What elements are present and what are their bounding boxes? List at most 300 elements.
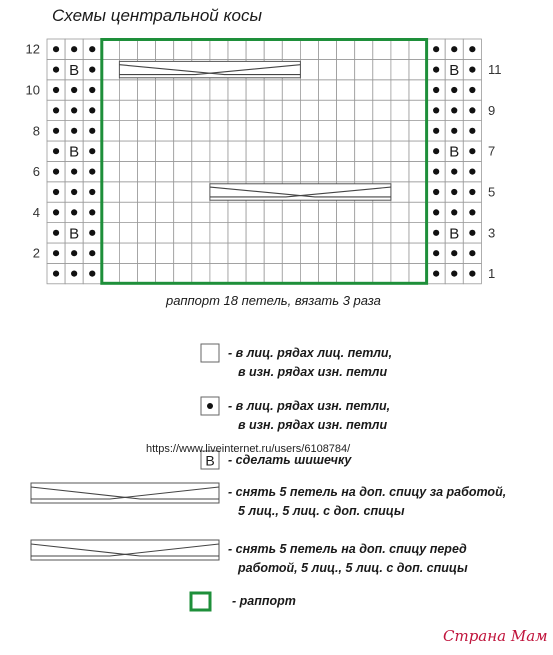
purl-dot [53, 189, 59, 195]
chart-cell [391, 243, 409, 263]
chart-cell [228, 141, 246, 161]
chart-cell [246, 263, 264, 283]
chart-cell [246, 243, 264, 263]
chart-cell [156, 121, 174, 141]
purl-dot [469, 67, 475, 73]
legend-symbol-empty-cell [201, 344, 219, 362]
purl-dot [451, 189, 457, 195]
chart-cell [174, 243, 192, 263]
chart-cell [337, 141, 355, 161]
legend-cable-back-box [31, 483, 219, 503]
chart-cell [282, 202, 300, 222]
chart-cell [282, 243, 300, 263]
purl-dot [89, 169, 95, 175]
chart-cell [210, 121, 228, 141]
chart-cell [264, 161, 282, 181]
chart-cell [138, 263, 156, 283]
watermark-url: https://www.liveinternet.ru/users/6108784/ [146, 443, 351, 455]
legend-item-repeat-box [191, 593, 296, 610]
legend-text: - снять 5 петель на доп. спицу перед [228, 542, 467, 556]
chart-cell [373, 80, 391, 100]
chart-cell [156, 141, 174, 161]
chart-cell [409, 121, 427, 141]
row-number-right: 7 [488, 143, 496, 159]
chart-cell [174, 161, 192, 181]
knitting-chart [26, 39, 502, 284]
chart-cell [391, 100, 409, 120]
chart-cell [101, 161, 119, 181]
chart-cell [246, 223, 264, 243]
chart-cell [210, 39, 228, 59]
chart-cell [282, 161, 300, 181]
chart-cell [337, 263, 355, 283]
chart-cell [246, 141, 264, 161]
chart-cell [391, 59, 409, 79]
purl-dot [53, 87, 59, 93]
chart-cell [156, 100, 174, 120]
chart-cell [101, 243, 119, 263]
chart-cell [228, 100, 246, 120]
chart-cell [174, 263, 192, 283]
chart-cell [138, 223, 156, 243]
chart-cell [101, 263, 119, 283]
chart-cell [228, 263, 246, 283]
purl-dot [451, 271, 457, 277]
purl-dot [433, 148, 439, 154]
chart-cell [101, 39, 119, 59]
purl-dot [451, 250, 457, 256]
legend-item-cable-front [31, 540, 468, 575]
chart-cell [409, 39, 427, 59]
purl-dot [433, 250, 439, 256]
purl-dot [469, 230, 475, 236]
chart-cell [300, 39, 318, 59]
chart-cell [319, 263, 337, 283]
chart-cell [228, 80, 246, 100]
chart-cell [101, 59, 119, 79]
chart-cell [156, 263, 174, 283]
chart-cell [174, 80, 192, 100]
purl-dot [53, 128, 59, 134]
purl-dot [89, 271, 95, 277]
chart-cell [192, 80, 210, 100]
chart-cell [319, 39, 337, 59]
chart-cell [373, 121, 391, 141]
chart-cell [355, 161, 373, 181]
chart-cell [264, 100, 282, 120]
purl-dot [53, 67, 59, 73]
purl-dot [53, 107, 59, 113]
chart-cell [300, 121, 318, 141]
chart-cell [300, 141, 318, 161]
purl-dot [469, 87, 475, 93]
chart-cell [138, 80, 156, 100]
chart-cell [319, 100, 337, 120]
bobble-symbol: В [449, 143, 460, 161]
chart-cell [264, 223, 282, 243]
legend-text: работой, 5 лиц., 5 лиц. с доп. спицы [238, 561, 468, 575]
chart-cell [192, 121, 210, 141]
chart-cell [300, 59, 318, 79]
chart-cell [264, 202, 282, 222]
chart-cell [210, 100, 228, 120]
chart-cell [409, 80, 427, 100]
purl-dot [71, 250, 77, 256]
purl-dot [451, 107, 457, 113]
chart-cell [174, 141, 192, 161]
chart-cell [174, 121, 192, 141]
chart-cell [319, 80, 337, 100]
purl-dot [71, 271, 77, 277]
chart-cell [156, 182, 174, 202]
purl-dot [53, 148, 59, 154]
chart-cell [138, 121, 156, 141]
chart-cell [119, 263, 137, 283]
chart-cell [337, 39, 355, 59]
chart-cell [156, 161, 174, 181]
purl-dot [89, 67, 95, 73]
purl-dot [53, 271, 59, 277]
bobble-symbol: В [69, 225, 80, 243]
purl-dot [469, 250, 475, 256]
chart-cell [264, 263, 282, 283]
chart-cell [228, 39, 246, 59]
chart-cell [210, 80, 228, 100]
legend-text: 5 лиц., 5 лиц. с доп. спицы [238, 504, 405, 518]
repeat-caption: раппорт 18 петель, вязать 3 раза [166, 293, 381, 308]
chart-cell [337, 223, 355, 243]
purl-dot [71, 107, 77, 113]
purl-dot [433, 189, 439, 195]
row-number-left: 6 [32, 164, 40, 180]
chart-cell [319, 243, 337, 263]
purl-dot [469, 46, 475, 52]
chart-cell [192, 161, 210, 181]
chart-cell [337, 243, 355, 263]
chart-cell [192, 263, 210, 283]
chart-cell [119, 39, 137, 59]
chart-cell [192, 202, 210, 222]
chart-cell [101, 100, 119, 120]
purl-dot [71, 87, 77, 93]
chart-cell [138, 39, 156, 59]
purl-dot [89, 189, 95, 195]
chart-cell [300, 80, 318, 100]
chart-cell [337, 202, 355, 222]
chart-cell [119, 80, 137, 100]
chart-cell [337, 121, 355, 141]
chart-cell [101, 182, 119, 202]
chart-cell [228, 121, 246, 141]
chart-cell [192, 243, 210, 263]
chart-cell [373, 161, 391, 181]
purl-dot [433, 67, 439, 73]
purl-dot [433, 46, 439, 52]
chart-cell [156, 202, 174, 222]
chart-cell [409, 263, 427, 283]
chart-cell [282, 100, 300, 120]
legend-text: в изн. рядах изн. петли [238, 365, 388, 379]
row-number-left: 10 [25, 82, 40, 98]
row-number-right: 11 [488, 62, 502, 78]
chart-cell [282, 121, 300, 141]
chart-cell [355, 223, 373, 243]
bobble-symbol: В [69, 143, 80, 161]
chart-cell [138, 243, 156, 263]
legend-text: - в лиц. рядах изн. петли, [228, 399, 391, 413]
purl-dot [433, 271, 439, 277]
chart-cell [246, 121, 264, 141]
purl-dot [469, 189, 475, 195]
chart-cell [373, 243, 391, 263]
chart-cell [192, 141, 210, 161]
chart-cell [391, 263, 409, 283]
chart-cell [300, 100, 318, 120]
chart-cell [300, 263, 318, 283]
purl-dot [469, 107, 475, 113]
purl-dot [451, 46, 457, 52]
purl-dot [89, 87, 95, 93]
chart-cell [174, 223, 192, 243]
chart-cell [373, 59, 391, 79]
chart-cell [174, 39, 192, 59]
chart-cell [119, 100, 137, 120]
legend [31, 344, 506, 610]
chart-cell [101, 141, 119, 161]
purl-dot [53, 169, 59, 175]
chart-cell [319, 141, 337, 161]
purl-dot [89, 209, 95, 215]
chart-cell [409, 182, 427, 202]
legend-text: - раппорт [232, 594, 296, 608]
chart-cell [282, 39, 300, 59]
purl-dot [89, 230, 95, 236]
purl-dot [71, 209, 77, 215]
legend-item-dot-cell [201, 397, 390, 432]
chart-cell [373, 202, 391, 222]
chart-cell [391, 223, 409, 243]
chart-cell [264, 39, 282, 59]
purl-dot [451, 87, 457, 93]
purl-dot [469, 148, 475, 154]
chart-cell [300, 161, 318, 181]
purl-dot [89, 250, 95, 256]
chart-cell [355, 100, 373, 120]
chart-cell [119, 202, 137, 222]
chart-cell [373, 263, 391, 283]
chart-cell [138, 161, 156, 181]
chart-cell [264, 121, 282, 141]
chart-cell [246, 100, 264, 120]
row-number-left: 4 [32, 204, 40, 220]
purl-dot [89, 46, 95, 52]
chart-cell [210, 202, 228, 222]
chart-cell [337, 80, 355, 100]
chart-cell [264, 141, 282, 161]
purl-dot [53, 250, 59, 256]
chart-cell [156, 223, 174, 243]
chart-cell [210, 243, 228, 263]
chart-cell [355, 80, 373, 100]
legend-bobble-letter: В [205, 452, 215, 469]
chart-cell [391, 202, 409, 222]
purl-dot [71, 46, 77, 52]
legend-item-empty-cell [201, 344, 392, 379]
chart-cell [246, 202, 264, 222]
chart-cell [156, 39, 174, 59]
row-number-left: 12 [25, 41, 40, 57]
chart-cell [409, 161, 427, 181]
chart-cell [409, 141, 427, 161]
chart-cell [101, 121, 119, 141]
chart-cell [391, 141, 409, 161]
chart-cell [300, 243, 318, 263]
chart-cell [138, 202, 156, 222]
chart-cell [192, 182, 210, 202]
chart-cell [391, 182, 409, 202]
row-number-left: 8 [32, 123, 40, 139]
legend-text: - в лиц. рядах лиц. петли, [228, 346, 393, 360]
chart-cell [373, 39, 391, 59]
chart-cell [101, 202, 119, 222]
purl-dot [451, 169, 457, 175]
chart-cell [119, 182, 137, 202]
purl-dot [71, 169, 77, 175]
legend-text: в изн. рядах изн. петли [238, 418, 388, 432]
chart-cell [319, 121, 337, 141]
chart-cell [192, 223, 210, 243]
chart-cell [355, 263, 373, 283]
row-number-left: 2 [32, 245, 40, 261]
chart-cell [409, 243, 427, 263]
chart-cell [210, 223, 228, 243]
chart-cell [119, 121, 137, 141]
purl-dot [433, 87, 439, 93]
chart-cell [373, 223, 391, 243]
chart-cell [119, 161, 137, 181]
chart-cell [355, 39, 373, 59]
purl-dot [469, 209, 475, 215]
purl-dot [469, 271, 475, 277]
legend-cable-front-box [31, 540, 219, 560]
chart-cell [119, 223, 137, 243]
purl-dot [451, 128, 457, 134]
purl-dot [433, 169, 439, 175]
legend-repeat-symbol [191, 593, 210, 610]
chart-cell [282, 80, 300, 100]
purl-dot [53, 46, 59, 52]
legend-item-cable-back [31, 483, 506, 518]
chart-cell [319, 202, 337, 222]
chart-cell [138, 182, 156, 202]
chart-cell [355, 121, 373, 141]
chart-cell [409, 59, 427, 79]
row-number-right: 3 [488, 225, 496, 241]
chart-cell [192, 100, 210, 120]
chart-cell [228, 243, 246, 263]
chart-cell [355, 141, 373, 161]
bobble-symbol: В [449, 225, 460, 243]
purl-dot [71, 128, 77, 134]
chart-cell [355, 243, 373, 263]
chart-cell [319, 59, 337, 79]
chart-cell [264, 243, 282, 263]
cable-back-box [119, 61, 300, 77]
chart-cell [319, 223, 337, 243]
legend-dot-symbol [207, 403, 213, 409]
chart-cell [391, 39, 409, 59]
chart-cell [355, 202, 373, 222]
chart-cell [192, 39, 210, 59]
purl-dot [433, 209, 439, 215]
cable-front-box [210, 184, 391, 200]
purl-dot [53, 209, 59, 215]
chart-cell [174, 182, 192, 202]
chart-cell [156, 243, 174, 263]
chart-cell [391, 80, 409, 100]
purl-dot [451, 209, 457, 215]
chart-cell [282, 223, 300, 243]
chart-cell [101, 80, 119, 100]
watermark-site-logo: Страна Мам [443, 627, 548, 645]
chart-cell [228, 202, 246, 222]
chart-cell [246, 39, 264, 59]
bobble-symbol: В [69, 62, 80, 80]
chart-cell [119, 243, 137, 263]
row-number-right: 5 [488, 184, 496, 200]
chart-cell [373, 141, 391, 161]
purl-dot [89, 107, 95, 113]
purl-dot [433, 230, 439, 236]
purl-dot [53, 230, 59, 236]
legend-text: - снять 5 петель на доп. спицу за работой, [228, 485, 507, 499]
chart-cell [391, 121, 409, 141]
purl-dot [71, 189, 77, 195]
purl-dot [89, 148, 95, 154]
chart-cell [210, 141, 228, 161]
chart-cell [409, 223, 427, 243]
chart-cell [210, 263, 228, 283]
chart-cell [101, 223, 119, 243]
chart-cell [391, 161, 409, 181]
chart-cell [355, 59, 373, 79]
chart-cell [174, 202, 192, 222]
chart-cell [337, 100, 355, 120]
chart-cell [300, 223, 318, 243]
chart-cell [138, 100, 156, 120]
chart-cell [337, 59, 355, 79]
purl-dot [433, 107, 439, 113]
row-number-right: 1 [488, 266, 496, 282]
purl-dot [469, 169, 475, 175]
chart-cell [138, 141, 156, 161]
chart-cell [228, 223, 246, 243]
chart-cell [337, 161, 355, 181]
purl-dot [433, 128, 439, 134]
chart-cell [210, 161, 228, 181]
chart-cell [373, 100, 391, 120]
purl-dot [469, 128, 475, 134]
chart-cell [246, 161, 264, 181]
chart-cell [282, 263, 300, 283]
chart-cell [409, 202, 427, 222]
chart-cell [282, 141, 300, 161]
legend-text: - сделать шишечку [228, 453, 352, 467]
page-title: Схемы центральной косы [52, 6, 262, 25]
chart-cell [174, 100, 192, 120]
chart-cell [119, 141, 137, 161]
bobble-symbol: В [449, 62, 460, 80]
